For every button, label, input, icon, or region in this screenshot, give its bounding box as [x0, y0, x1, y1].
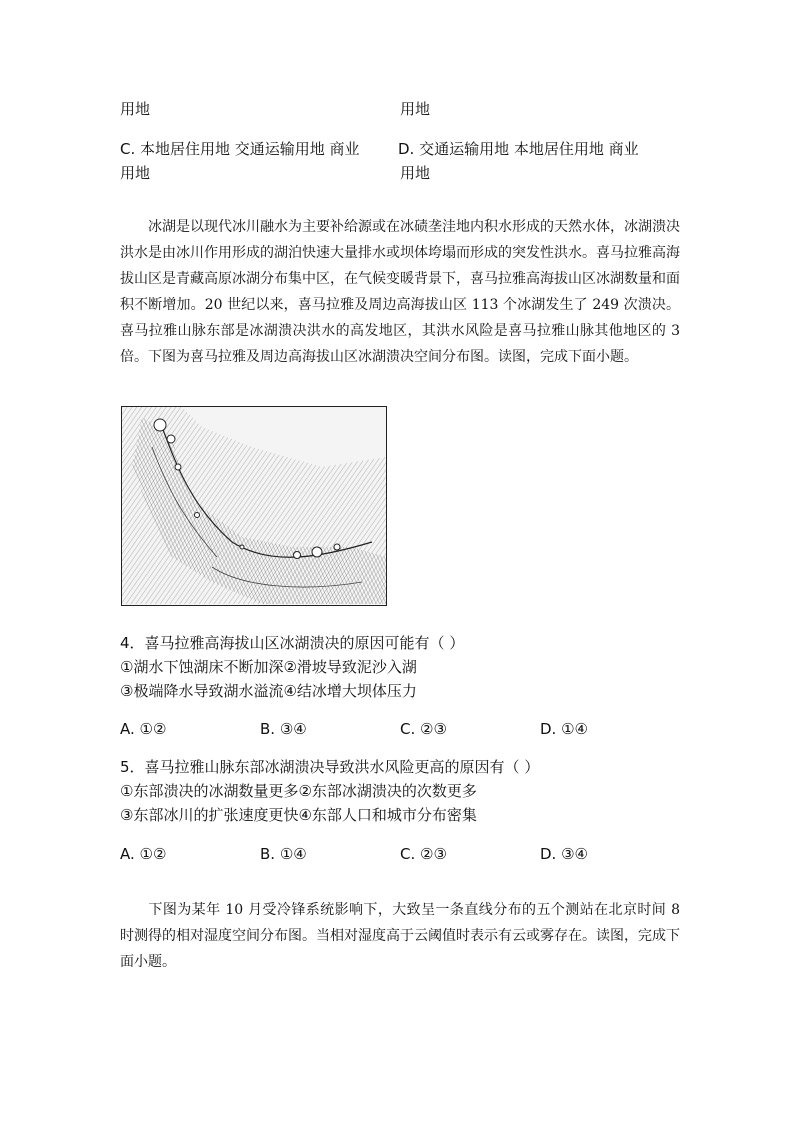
q5-option-b[interactable]: B. ①④ — [260, 845, 307, 863]
q4-option-c[interactable]: C. ②③ — [400, 720, 447, 738]
option-c-tail: 用地 — [120, 164, 151, 182]
q4-option-b[interactable]: B. ③④ — [260, 720, 307, 738]
q5-option-d[interactable]: D. ③④ — [540, 845, 588, 863]
q5-statements-1: ①东部溃决的冰湖数量更多②东部冰湖溃决的次数更多 — [120, 782, 477, 800]
q5-option-a[interactable]: A. ①② — [120, 845, 167, 863]
option-d-tail: 用地 — [400, 100, 431, 118]
q5-stem: 5．喜马拉雅山脉东部冰湖溃决导致洪水风险更高的原因有（ ） — [120, 758, 540, 776]
passage-humidity-text: 下图为某年 10 月受冷锋系统影响下，大致呈一条直线分布的五个测站在北京时间 8 时测得的相对湿度空间分布图。当相对湿度高于云阈值时表示有云或雾存在。读图，完成下面小题。 — [120, 902, 680, 970]
q5-option-c[interactable]: C. ②③ — [400, 845, 447, 863]
q4-statements-2: ③极端降水导致湖水溢流④结冰增大坝体压力 — [120, 682, 417, 700]
passage-humidity — [120, 897, 680, 975]
option-d-tail2: 用地 — [400, 164, 431, 182]
passage-glacial-lake — [120, 214, 680, 370]
q4-option-a[interactable]: A. ①② — [120, 720, 167, 738]
terrain-relief-image — [122, 407, 386, 604]
option-d: D. 交通运输用地 本地居住用地 商业 — [398, 140, 639, 158]
passage-glacial-lake-text: 冰湖是以现代冰川融水为主要补给源或在冰碛垄洼地内积水形成的天然水体，冰湖溃决洪水是由冰川作用形成的湖泊快速大量排水或坝体垮塌而形成的突发性洪水。喜马拉雅高海拔山区是青藏高原冰湖分布集中区，在气候变暖背景下，喜马拉雅高海拔山区冰湖数量和面积不断增加。20 世纪以来，喜马拉雅及周边高海拔山区 113 个冰湖发生了 249 次溃决。喜马拉雅山脉东部是冰湖溃决洪水的高发地区，其洪水风险是喜马拉雅山脉其他地区的 3 倍。下图为喜马拉雅及周边高海拔山区冰湖溃决空间分布图。读图，完成下面小题。 — [120, 219, 680, 365]
option-b-tail: 用地 — [120, 100, 151, 118]
q4-option-d[interactable]: D. ①④ — [540, 720, 588, 738]
glacial-lake-outburst-map — [121, 406, 387, 606]
q4-stem: 4．喜马拉雅高海拔山区冰湖溃决的原因可能有（ ） — [120, 634, 465, 652]
q5-statements-2: ③东部冰川的扩张速度更快④东部人口和城市分布密集 — [120, 806, 477, 824]
q4-statements-1: ①湖水下蚀湖床不断加深②滑坡导致泥沙入湖 — [120, 658, 417, 676]
option-c: C. 本地居住用地 交通运输用地 商业 — [120, 140, 360, 158]
